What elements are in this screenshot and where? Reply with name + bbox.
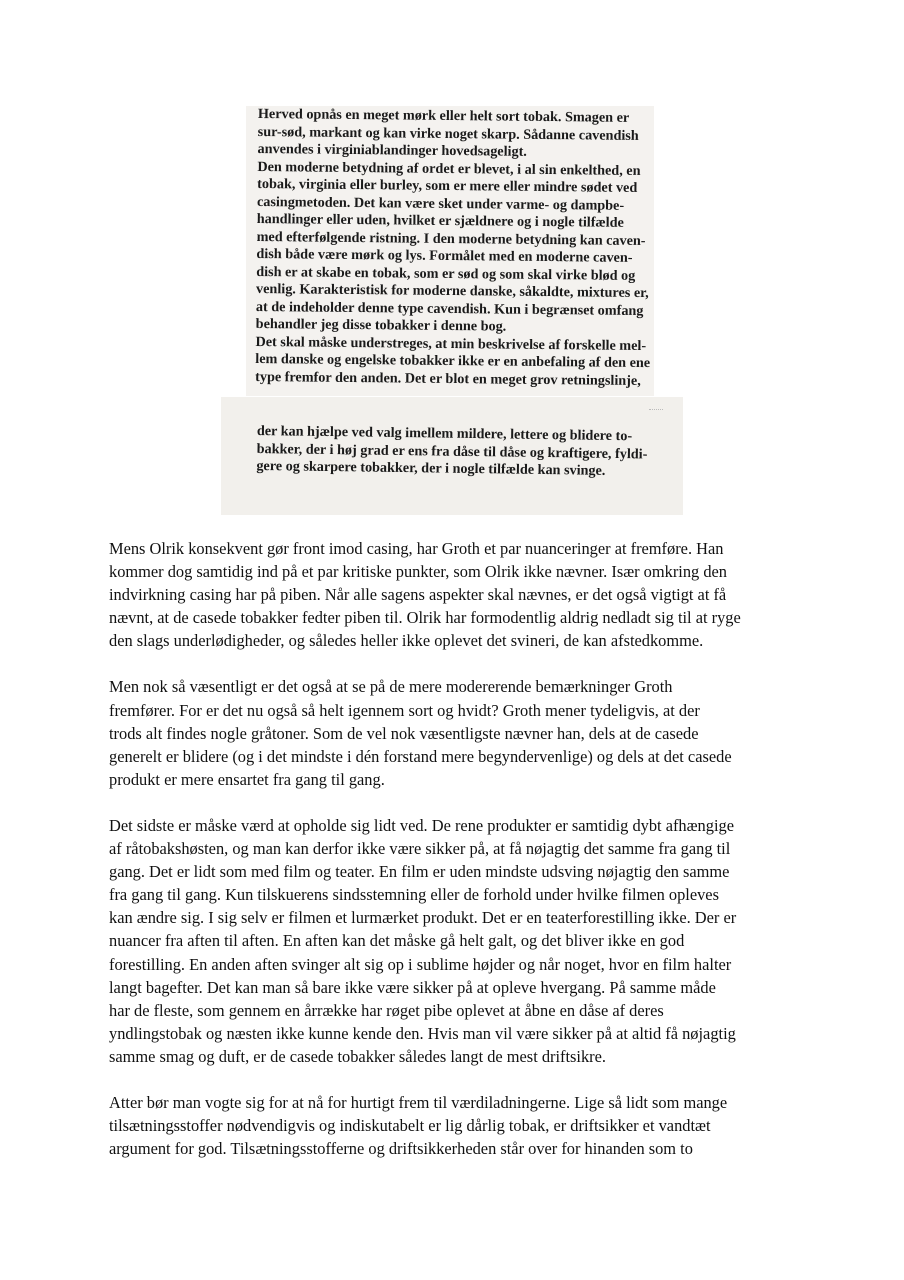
text-line: nævnt, at de casede tobakker fedter piben til. Olrik har formodentlig aldrig nedladt sig til at ryge xyxy=(109,608,741,628)
document-body xyxy=(109,537,809,1183)
scan-line: venlig. Karakteristisk for moderne danske, såkaldte, mixtures er, xyxy=(255,280,649,302)
scan-artifact xyxy=(649,409,663,418)
text-line: nuancer fra aften til aften. En aften kan det måske gå helt galt, og det bliver ikke en god xyxy=(109,931,685,951)
scan-line: dish både være mørk og lys. Formålet med en moderne caven- xyxy=(256,245,633,266)
scan-line: dish er at skabe en tobak, som er sød og som skal virke blød og xyxy=(256,263,636,284)
scan-line: type fremfor den anden. Det er blot en meget grov retningslinje, xyxy=(255,368,641,389)
text-line: fremfører. For er det nu også så helt igennem sort og hvidt? Groth mener tydeligvis, at der xyxy=(109,700,700,720)
paragraph xyxy=(109,814,809,1068)
paragraph xyxy=(109,675,809,790)
paragraph xyxy=(109,1091,809,1160)
text-line: argument for god. Tilsætningsstofferne og driftsikkerheden står over for hinanden som to xyxy=(109,1139,693,1159)
text-line: langt bagefter. Det kan man så bare ikke være sikker på at opleve hvergang. På samme måde xyxy=(109,977,716,997)
text-line: kan ændre sig. I sig selv er filmen et lurmærket produkt. Det er en teaterforestilling ikke. Der er xyxy=(109,908,737,928)
scan-line: tobak, virginia eller burley, som er mere eller mindre sødet ved xyxy=(257,175,638,196)
scanned-text-block xyxy=(256,423,677,481)
text-line: Det sidste er måske værd at opholde sig lidt ved. De rene produkter er samtidig dybt afhængige xyxy=(109,815,734,835)
scan-line: behandler jeg disse tobakker i denne bog. xyxy=(255,315,507,335)
text-line: gang. Det er lidt som med film og teater. En film er uden mindste udsving nøjagtig den samme xyxy=(109,862,730,882)
scanned-excerpt-bottom xyxy=(221,397,683,515)
text-line: indvirkning casing har på piben. Når alle sagens aspekter skal nævnes, er det også vigtigt at få xyxy=(109,585,727,605)
text-line: generelt er blidere (og i det mindste i dén forstand mere begyndervenlige) og dels at det casede xyxy=(109,746,732,766)
scan-line: handlinger eller uden, hvilket er sjældnere og i nogle tilfælde xyxy=(256,210,624,231)
text-line: tilsætningsstoffer nødvendigvis og indiskutabelt er lig dårlig tobak, er driftsikker et vandtæt xyxy=(109,1116,711,1136)
text-line: Men nok så væsentligt er det også at se på de mere modererende bemærkninger Groth xyxy=(109,677,673,697)
text-line: trods alt findes nogle gråtoner. Som de vel nok væsentligste nævner han, dels at de casede xyxy=(109,723,699,743)
scan-line: Herved opnås en meget mørk eller helt sort tobak. Smagen er xyxy=(257,106,630,126)
text-line: produkt er mere ensartet fra gang til gang. xyxy=(109,769,385,789)
text-line: kommer dog samtidig ind på et par kritiske punkter, som Olrik ikke nævner. Især omkring den xyxy=(109,562,727,582)
scan-line: Den moderne betydning af ordet er blevet, i al sin enkelthed, en xyxy=(257,158,641,179)
text-line: Mens Olrik konsekvent gør front imod casing, har Groth et par nuanceringer at fremføre. Han xyxy=(109,539,724,558)
scan-line: Det skal måske understreges, at min beskrivelse af forskelle mel- xyxy=(255,333,647,354)
text-line: fra gang til gang. Kun tilskuerens sindsstemning eller de forhold under hvilke filmen opleves xyxy=(109,885,719,905)
scan-line: bakker, der i høj grad er ens fra dåse til dåse og kraftigere, fyldi- xyxy=(256,440,648,462)
scan-line: sur-sød, markant og kan virke noget skarp. Sådanne cavendish xyxy=(257,123,639,144)
scanned-excerpt-top xyxy=(246,106,654,396)
scan-line: at de indeholder denne type cavendish. Kun i begrænset omfang xyxy=(255,298,644,319)
paragraph xyxy=(109,537,809,652)
text-line: forestilling. En anden aften svinger alt sig op i sublime højder og når noget, hvor en film halter xyxy=(109,954,732,974)
scan-line: lem danske og engelske tobakker ikke er en anbefaling af den ene xyxy=(255,350,651,372)
scan-line: anvendes i virginiablandinger hovedsageligt. xyxy=(257,140,527,160)
text-line: samme smag og duft, er de casede tobakker således langt de mest driftsikre. xyxy=(109,1046,607,1066)
scanned-text-block xyxy=(255,106,650,390)
scan-line: gere og skarpere tobakker, der i nogle tilfælde kan svinge. xyxy=(256,457,606,479)
scan-line: casingmetoden. Det kan være sket under varme- og dampbe- xyxy=(256,193,625,214)
scan-line: med efterfølgende ristning. I den moderne betydning kan caven- xyxy=(256,228,646,249)
text-line: yndlingstobak og næsten ikke kunne kende den. Hvis man vil være sikker på at altid få nøjagtig xyxy=(109,1023,736,1043)
scan-line: der kan hjælpe ved valg imellem mildere, lettere og blidere to- xyxy=(256,423,633,445)
text-line: har de fleste, som gennem en årrække har røget pibe oplevet at åbne en dåse af deres xyxy=(109,1000,664,1020)
text-line: Atter bør man vogte sig for at nå for hurtigt frem til værdiladningerne. Lige så lidt som mange xyxy=(109,1092,728,1112)
text-line: af råtobakshøsten, og man kan derfor ikke være sikker på, at få nøjagtig det samme fra gang til xyxy=(109,839,731,859)
text-line: den slags underlødigheder, og således heller ikke oplevet det svineri, de kan afstedkomme. xyxy=(109,631,704,651)
